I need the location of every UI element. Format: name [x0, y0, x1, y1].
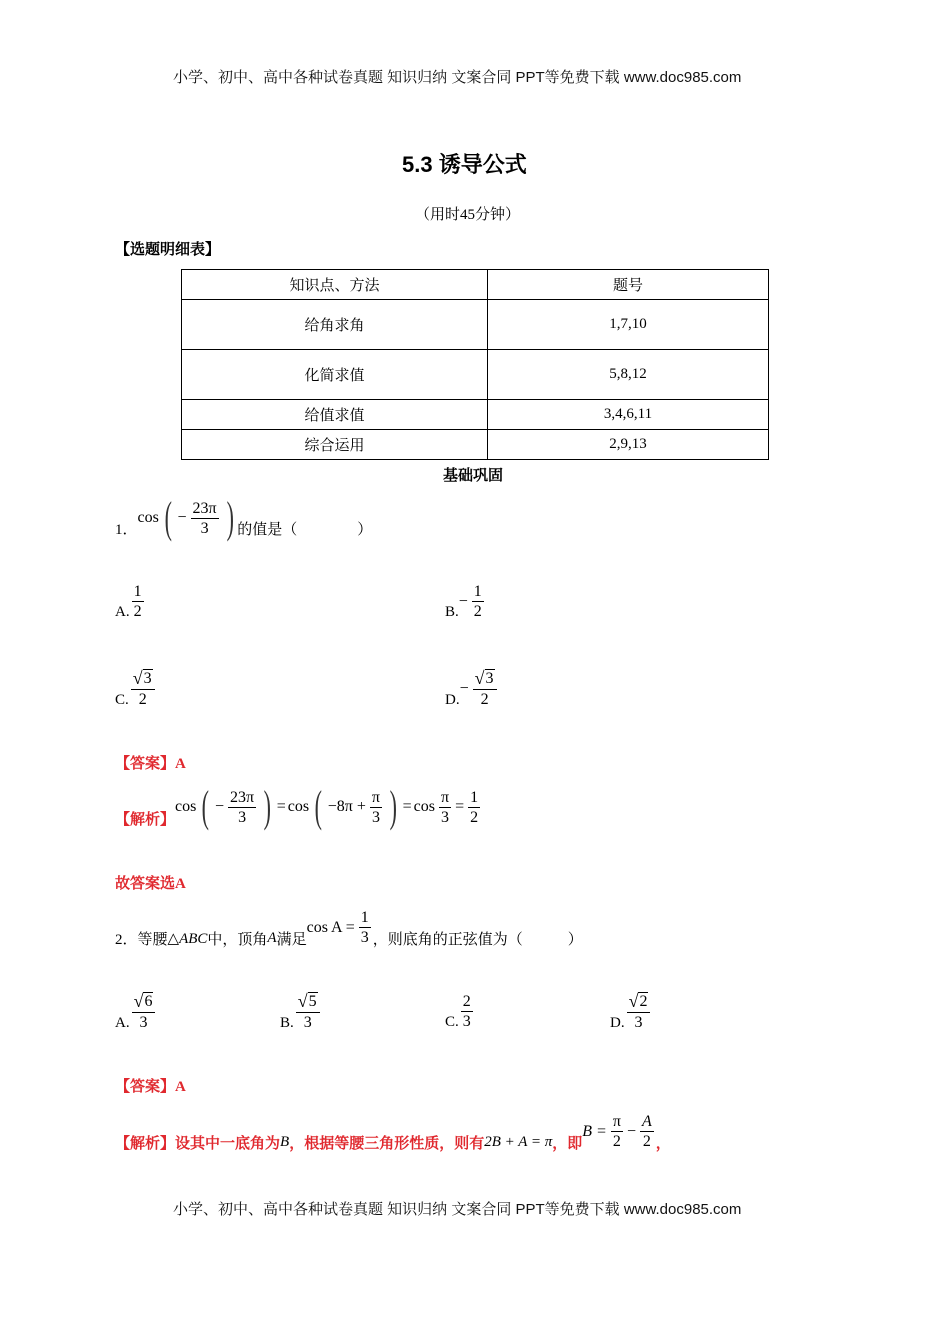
math-func: cos [137, 509, 159, 526]
option-b [280, 992, 322, 1032]
math-minus: − [626, 1122, 636, 1140]
table-cell-nums: 5,8,12 [488, 350, 769, 400]
denominator: 3 [371, 808, 380, 826]
right-paren: ) [226, 493, 234, 542]
fraction [359, 908, 371, 947]
question-text: 等腰 [137, 932, 168, 948]
denominator: 2 [642, 1133, 651, 1150]
denominator: 3 [462, 1013, 471, 1030]
denominator: 3 [634, 1014, 643, 1031]
option-a [115, 992, 157, 1032]
table-cell-topic: 化简求值 [182, 350, 488, 400]
sqrt: √ 5 [297, 991, 317, 1011]
numerator: 1 [133, 583, 142, 600]
answer-2: 【答案】A [115, 1079, 186, 1095]
radicand: 2 [639, 993, 648, 1010]
table-cell-nums: 3,4,6,11 [488, 400, 769, 430]
denominator: 3 [139, 1014, 148, 1031]
denominator: 2 [473, 603, 482, 620]
math-term: cos A = [306, 918, 355, 936]
fraction [131, 669, 155, 709]
radicand: 6 [144, 993, 153, 1010]
math-minus: − [459, 680, 469, 697]
analysis-2 [115, 1110, 671, 1153]
option-label: C. [445, 1014, 459, 1030]
analysis-label: 【解析】 [115, 1136, 176, 1152]
math-minus: − [177, 509, 187, 526]
table-cell-nums: 1,7,10 [488, 300, 769, 350]
numerator: 23π [230, 788, 255, 806]
numerator: π [612, 1113, 621, 1130]
table-row [182, 400, 769, 430]
math-minus: − [458, 592, 468, 610]
sqrt: √ 3 [474, 668, 494, 688]
option-c [445, 992, 475, 1031]
numerator: 2 [462, 993, 471, 1010]
sqrt: √ 2 [628, 991, 648, 1011]
analysis-text: ，即 [552, 1136, 583, 1152]
q2-condition [307, 908, 373, 947]
question-1 [115, 493, 373, 542]
table-header-row [182, 270, 769, 300]
table-row [182, 350, 769, 400]
fraction [468, 788, 480, 827]
radicand: 5 [308, 993, 317, 1010]
analysis-1 [115, 782, 482, 831]
fraction [370, 788, 382, 827]
numerator: 23π [192, 499, 217, 517]
analysis-text: ， [655, 1136, 671, 1152]
math-func: cos [287, 798, 310, 815]
table-cell-topic: 综合运用 [182, 430, 488, 460]
option-label: C. [115, 691, 129, 708]
equals: = [455, 798, 465, 815]
detail-label: 【选题明细表】 [115, 242, 221, 258]
left-paren: ( [202, 782, 210, 831]
radicand: 3 [485, 670, 494, 687]
answer-1: 【答案】A [115, 756, 186, 772]
option-d [445, 669, 499, 709]
question-text: ，则底角的正弦值为（ ） [372, 932, 583, 948]
denominator: 3 [441, 808, 450, 826]
analysis-label: 【解析】 [115, 811, 176, 828]
fraction [132, 992, 156, 1032]
denominator: 2 [133, 603, 142, 620]
q1-expression [137, 493, 238, 542]
denominator: 3 [303, 1014, 312, 1031]
math-term: B = [582, 1122, 607, 1140]
numerator: A [641, 1113, 652, 1130]
analysis-text: ，根据等腰三角形性质，则有 [289, 1136, 485, 1152]
time-note: （用时45分钟） [415, 207, 521, 223]
math-func: cos [413, 798, 435, 815]
left-paren: ( [164, 493, 172, 542]
numerator: 1 [473, 583, 482, 600]
denominator: 3 [200, 519, 209, 537]
fraction [640, 1112, 654, 1151]
denominator: 2 [138, 691, 147, 708]
right-paren: ) [263, 782, 272, 831]
denominator: 2 [480, 691, 489, 708]
table-header-cell: 题号 [488, 270, 769, 300]
table-header-cell: 知识点、方法 [182, 270, 488, 300]
left-paren: ( [314, 782, 323, 831]
fraction [132, 582, 144, 621]
page-title: 5.3 诱导公式 [402, 152, 527, 177]
analysis-text: 设其中一底角为 [175, 1136, 281, 1152]
topic-table [181, 269, 769, 460]
equals: = [402, 798, 412, 815]
option-b [445, 582, 486, 621]
analysis-expression [175, 782, 482, 831]
table-cell-nums: 2,9,13 [488, 430, 769, 460]
section-title: 基础巩固 [443, 468, 504, 484]
fraction [627, 992, 651, 1032]
table-row [182, 300, 769, 350]
table-cell-topic: 给角求角 [182, 300, 488, 350]
fraction [611, 1112, 623, 1151]
page-footer: 小学、初中、高中各种试卷真题 知识归纳 文案合同 PPT等免费下载 www.doc985.com [173, 1201, 742, 1218]
triangle-label: △ABC [167, 931, 208, 947]
numerator: 1 [360, 909, 369, 926]
table-row [182, 430, 769, 460]
math-minus: − [215, 798, 225, 815]
math-term: −8π + [327, 798, 366, 815]
option-label: A. [115, 1014, 130, 1031]
question-number: 2． [115, 932, 138, 948]
option-a [115, 582, 146, 621]
option-c [115, 669, 157, 709]
math-func: cos [175, 798, 197, 815]
variable-b: B [280, 1134, 290, 1150]
fraction [296, 992, 320, 1032]
table-cell-topic: 给值求值 [182, 400, 488, 430]
sqrt: √ 6 [133, 991, 153, 1011]
denominator: 2 [612, 1133, 621, 1150]
option-label: B. [445, 604, 459, 620]
radicand: 3 [143, 670, 152, 687]
equals: = [276, 798, 286, 815]
conclusion-1: 故答案选A [115, 876, 186, 892]
variable-a: A [267, 930, 277, 946]
fraction [439, 788, 451, 827]
option-label: D. [610, 1014, 625, 1031]
right-paren: ) [389, 782, 397, 831]
numerator: π [371, 788, 380, 806]
fraction [228, 788, 256, 827]
option-label: A. [115, 604, 130, 620]
analysis-expression [582, 1112, 655, 1151]
fraction [461, 992, 473, 1031]
fraction [191, 499, 219, 538]
question-text: 中，顶角 [207, 932, 268, 948]
question-text: 的值是（ ） [237, 521, 373, 538]
numerator: 1 [470, 788, 479, 806]
page-header: 小学、初中、高中各种试卷真题 知识归纳 文案合同 PPT等免费下载 www.doc985.com [173, 69, 742, 86]
question-number: 1． [115, 521, 138, 538]
denominator: 3 [360, 929, 369, 946]
fraction [472, 582, 484, 621]
denominator: 2 [470, 808, 479, 826]
option-label: D. [445, 691, 460, 708]
numerator: π [441, 788, 450, 806]
question-2 [115, 906, 583, 949]
math-equation: 2B + A = π [484, 1134, 553, 1150]
option-d [610, 992, 652, 1032]
option-label: B. [280, 1014, 294, 1031]
question-text: 满足 [276, 932, 307, 948]
fraction [473, 669, 497, 709]
denominator: 3 [238, 808, 247, 826]
sqrt: √ 3 [132, 668, 152, 688]
